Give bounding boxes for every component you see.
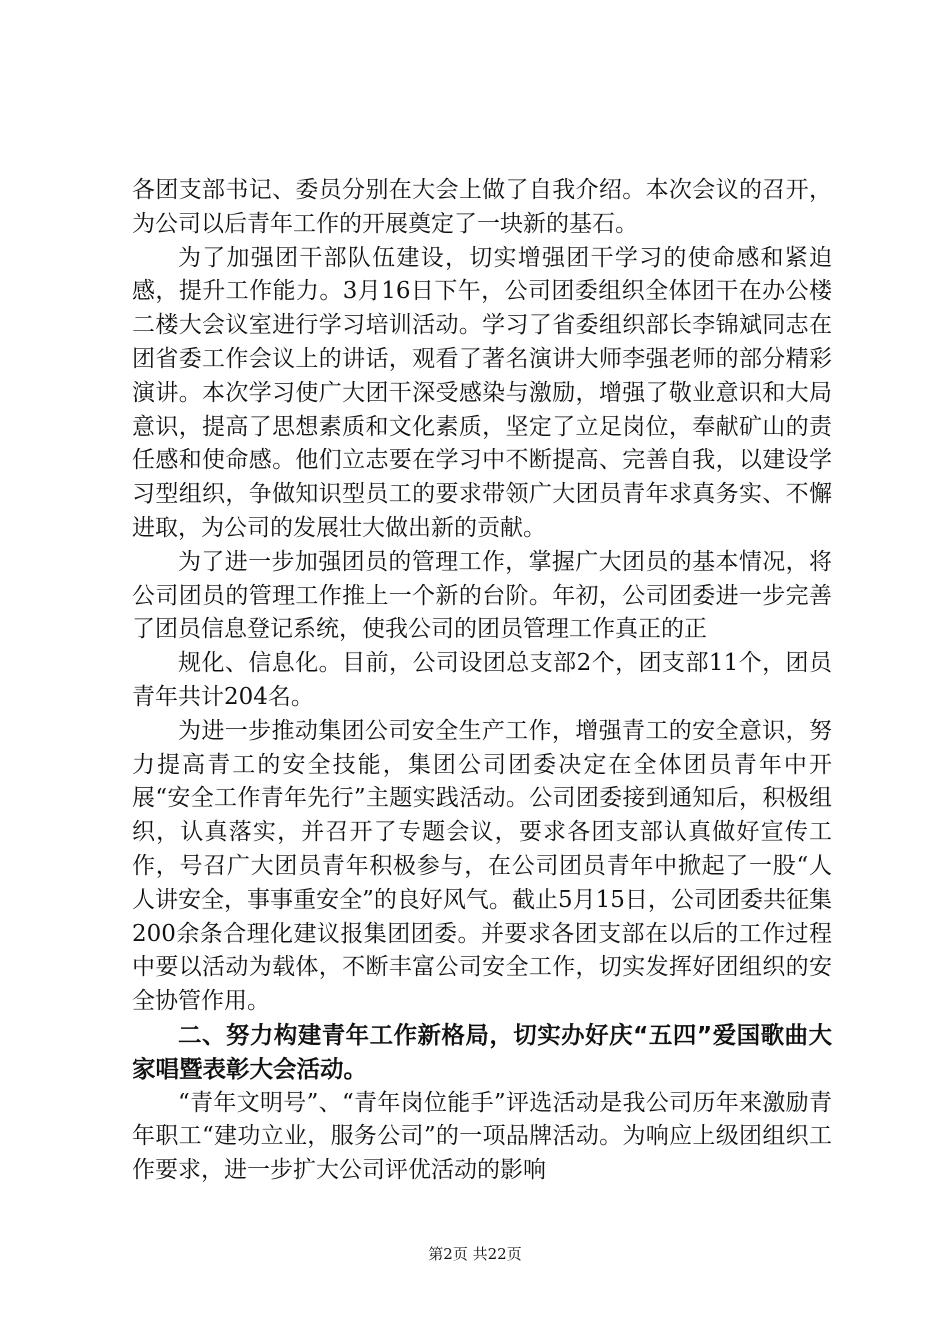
document-body	[132, 174, 832, 1188]
paragraph-continuation: 各团支部书记、委员分别在大会上做了自我介绍。本次会议的召开，为公司以后青年工作的开展奠定了一块新的基石。	[132, 177, 832, 237]
paragraph-safety-activity: 为进一步推动集团公司安全生产工作，增强青工的安全意识，努力提高青工的安全技能，集团公司团委决定在全体团员青年中开展“安全工作青年先行”主题实践活动。公司团委接到通知后，积极组织，认真落实，并召开了专题会议，要求各团支部认真做好宣传工作，号召广大团员青年积极参与，在公司团员青年中掀起了一股“人人讲安全，事事重安全”的良好风气。截止5月15日，公司团委共征集200余条合理化建议报集团团委。并要求各团支部在以后的工作过程中要以活动为载体，不断丰富公司安全工作，切实发挥好团组织的安全协管作用。	[132, 717, 832, 1015]
paragraph-member-management: 为了进一步加强团员的管理工作，掌握广大团员的基本情况，将公司团员的管理工作推上一个新的台阶。年初，公司团委进一步完善了团员信息登记系统，使我公司的团员管理工作真正的正	[132, 548, 832, 643]
paragraph-team-cadre-training: 为了加强团干部队伍建设，切实增强团干学习的使命感和紧迫感，提升工作能力。3月16日下午，公司团委组织全体团干在办公楼二楼大会议室进行学习培训活动。学习了省委组织部长李锦斌同志在团省委工作会议上的讲话，观看了著名演讲大师李强老师的部分精彩演讲。本次学习使广大团干深受感染与激励，增强了敬业意识和大局意识，提高了思想素质和文化素质，坚定了立足岗位，奉献矿山的责任感和使命感。他们立志要在学习中不断提高、完善自我，以建设学习型组织，争做知识型员工的要求带领广大团员青年求真务实、不懈进取，为公司的发展壮大做出新的贡献。	[132, 244, 832, 541]
paragraph-member-statistics: 规化、信息化。目前，公司设团总支部2个，团支部11个，团员青年共计204名。	[132, 650, 832, 710]
section-heading-two: 二、努力构建青年工作新格局，切实办好庆“五四”爱国歌曲大家唱暨表彰大会活动。	[132, 1020, 832, 1083]
paragraph-youth-awards: “青年文明号”、“青年岗位能手”评选活动是我公司历年来激励青年职工“建功立业，服务公司”的一项品牌活动。为响应上级团组织工作要求，进一步扩大公司评优活动的影响	[132, 1089, 832, 1184]
page-footer: 第2页 共22页	[428, 1245, 522, 1263]
